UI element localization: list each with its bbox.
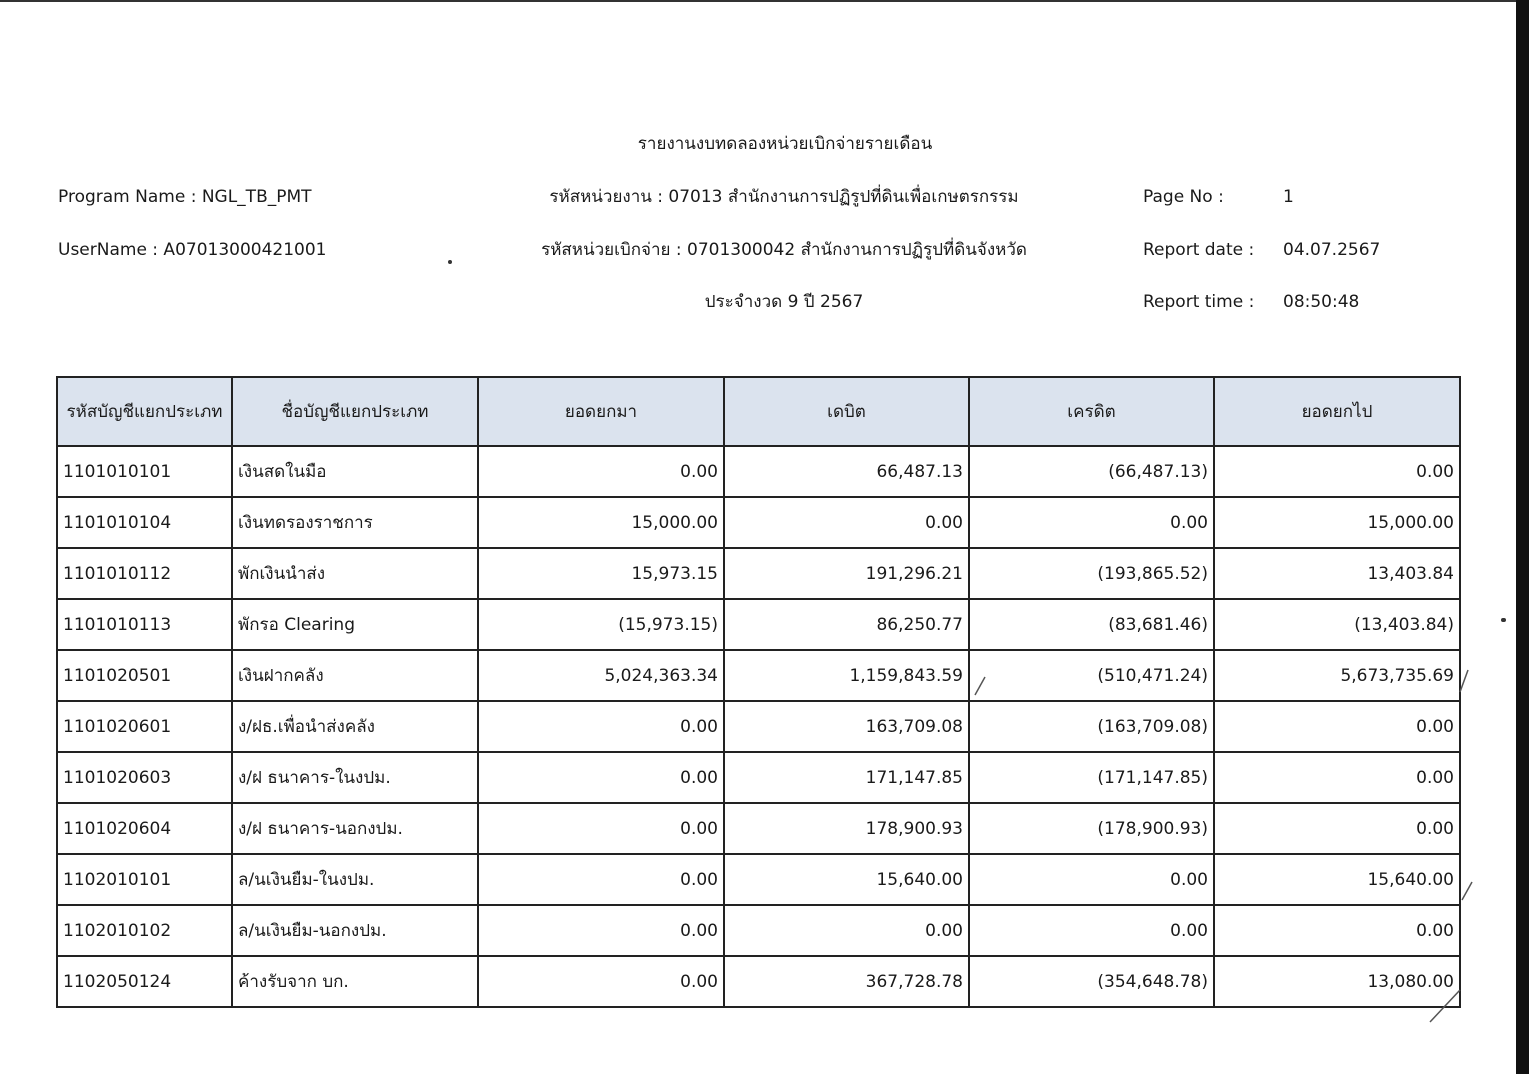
account-code: 1101010112 [57,548,232,599]
report-time-label: Report time : [1143,292,1255,312]
header-debit: เดบิต [724,377,969,446]
table-row [57,497,1460,548]
opening-balance: 0.00 [478,446,724,497]
account-code: 1101010101 [57,446,232,497]
account-code: 1101020601 [57,701,232,752]
account-name: ล/นเงินยืม-นอกงปม. [232,905,478,956]
opening-balance: 15,000.00 [478,497,724,548]
account-name: ง/ฝ ธนาคาร-นอกงปม. [232,803,478,854]
opening-balance: 0.00 [478,803,724,854]
debit: 191,296.21 [724,548,969,599]
closing-balance: 0.00 [1214,752,1460,803]
page-no-label: Page No : [1143,187,1224,207]
debit: 171,147.85 [724,752,969,803]
report-time-value: 08:50:48 [1283,292,1360,312]
report-title: รายงานงบทดลองหน่วยเบิกจ่ายรายเดือน [637,134,933,154]
period-line: ประจำงวด 9 ปี 2567 [704,292,864,312]
account-name: ค้างรับจาก บก. [232,956,478,1007]
tick-mark [1462,882,1472,900]
scan-dot [448,260,452,264]
credit: (83,681.46) [969,599,1214,650]
account-name: ง/ฝ ธนาคาร-ในงปม. [232,752,478,803]
debit: 15,640.00 [724,854,969,905]
account-code: 1101020604 [57,803,232,854]
account-code: 1101010104 [57,497,232,548]
account-code: 1101020501 [57,650,232,701]
opening-balance: 0.00 [478,956,724,1007]
credit: (163,709.08) [969,701,1214,752]
opening-balance: 0.00 [478,905,724,956]
closing-balance: 0.00 [1214,905,1460,956]
report-date-label: Report date : [1143,240,1255,260]
header-closing-balance: ยอดยกไป [1214,377,1460,446]
credit: 0.00 [969,854,1214,905]
account-name: เงินสดในมือ [232,446,478,497]
credit: (510,471.24) [969,650,1214,701]
header-credit: เครดิต [969,377,1214,446]
debit: 1,159,843.59 [724,650,969,701]
credit: (193,865.52) [969,548,1214,599]
account-code: 1102010102 [57,905,232,956]
debit: 178,900.93 [724,803,969,854]
opening-balance: 0.00 [478,752,724,803]
table-row [57,599,1460,650]
tick-mark [1430,990,1460,1022]
closing-balance: 5,673,735.69 [1214,650,1460,701]
account-name: เงินฝากคลัง [232,650,478,701]
opening-balance: 0.00 [478,701,724,752]
tick-mark [1460,670,1468,692]
header-opening-balance: ยอดยกมา [478,377,724,446]
scan-edge-top [0,0,1529,2]
user-name: UserName : A07013000421001 [58,240,327,260]
account-code: 1101010113 [57,599,232,650]
closing-balance: 0.00 [1214,446,1460,497]
debit: 367,728.78 [724,956,969,1007]
tick-mark [975,677,985,695]
account-code: 1101020603 [57,752,232,803]
table-header-row [57,377,1460,446]
disbursing-unit-line: รหัสหน่วยเบิกจ่าย : 0701300042 สำนักงานการปฏิรูปที่ดินจังหวัด [541,240,1027,260]
report-date-value: 04.07.2567 [1283,240,1381,260]
account-name: ล/นเงินยืม-ในงปม. [232,854,478,905]
debit: 66,487.13 [724,446,969,497]
table-row [57,446,1460,497]
closing-balance: 13,403.84 [1214,548,1460,599]
account-name: ง/ฝธ.เพื่อนำส่งคลัง [232,701,478,752]
credit: 0.00 [969,497,1214,548]
closing-balance: 0.00 [1214,803,1460,854]
opening-balance: 15,973.15 [478,548,724,599]
closing-balance: 13,080.00 [1214,956,1460,1007]
account-name: เงินทดรองราชการ [232,497,478,548]
table-row [57,548,1460,599]
closing-balance: 15,640.00 [1214,854,1460,905]
page-no-value: 1 [1283,187,1294,207]
debit: 0.00 [724,905,969,956]
credit: (354,648.78) [969,956,1214,1007]
credit: 0.00 [969,905,1214,956]
opening-balance: 5,024,363.34 [478,650,724,701]
program-name: Program Name : NGL_TB_PMT [58,187,312,207]
handwritten-tick-marks [960,660,1480,1030]
debit: 86,250.77 [724,599,969,650]
agency-line: รหัสหน่วยงาน : 07013 สำนักงานการปฏิรูปที่ดินเพื่อเกษตรกรรม [549,187,1019,207]
account-name: พักรอ Clearing [232,599,478,650]
credit: (178,900.93) [969,803,1214,854]
opening-balance: (15,973.15) [478,599,724,650]
account-code: 1102050124 [57,956,232,1007]
header-account-name: ชื่อบัญชีแยกประเภท [232,377,478,446]
account-name: พักเงินนำส่ง [232,548,478,599]
header-account-code: รหัสบัญชีแยกประเภท [57,377,232,446]
credit: (66,487.13) [969,446,1214,497]
opening-balance: 0.00 [478,854,724,905]
credit: (171,147.85) [969,752,1214,803]
debit: 0.00 [724,497,969,548]
debit: 163,709.08 [724,701,969,752]
closing-balance: (13,403.84) [1214,599,1460,650]
account-code: 1102010101 [57,854,232,905]
scan-edge-right [1516,0,1529,1074]
closing-balance: 0.00 [1214,701,1460,752]
scan-dot [1501,618,1506,622]
closing-balance: 15,000.00 [1214,497,1460,548]
